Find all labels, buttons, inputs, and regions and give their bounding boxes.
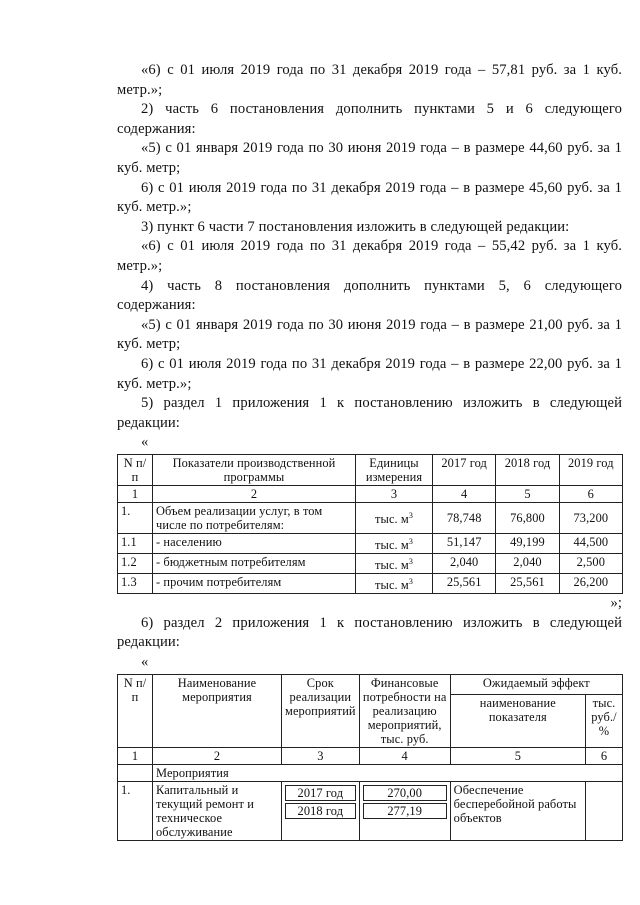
paragraph: 4) часть 8 постановления дополнить пунктами 5, 6 следующего содержания:: [117, 277, 622, 314]
col-header: 2019 год: [559, 454, 622, 485]
col-number: 1: [118, 485, 153, 502]
row-unit: тыс. $м^3$: [356, 554, 433, 574]
section-title: Мероприятия: [153, 764, 623, 781]
value-2018: 2,040: [496, 554, 559, 574]
document-body: [117, 61, 622, 841]
col-header: Срок реализации мероприятий: [282, 674, 360, 747]
row-name: Объем реализации услуг, в том числе по потребителям:: [153, 502, 356, 533]
row-number: 1.: [118, 502, 153, 533]
col-header: N п/п: [118, 454, 153, 485]
value-2019: 26,200: [559, 574, 622, 594]
table-row: [118, 554, 623, 574]
row-number: 1.2: [118, 554, 153, 574]
paragraph: 6) с 01 июля 2019 года по 31 декабря 2019 года – в размере 22,00 руб. за 1 куб. метр.»;: [117, 355, 622, 392]
col-header: Ожидаемый эффект: [450, 674, 622, 694]
fin-2018: 277,19: [363, 803, 447, 819]
fin-2017: 270,00: [363, 785, 447, 801]
col-header: Финансовые потребности на реализацию мероприятий, тыс. руб.: [359, 674, 450, 747]
col-header: 2017 год: [433, 454, 496, 485]
col-number: 3: [356, 485, 433, 502]
col-number: 1: [118, 747, 153, 764]
value-2017: 2,040: [433, 554, 496, 574]
measures-table: [117, 674, 623, 841]
term-2018: 2018 год: [285, 803, 356, 819]
row-unit: тыс. $м^3$: [356, 533, 433, 553]
value-2018: 76,800: [496, 502, 559, 533]
close-quote: »;: [610, 595, 622, 612]
col-header: Наименование мероприятия: [153, 674, 282, 747]
row-number: 1.: [118, 781, 153, 840]
value-2017: 25,561: [433, 574, 496, 594]
value-2019: 73,200: [559, 502, 622, 533]
col-number: 5: [450, 747, 585, 764]
paragraph: «6) с 01 июля 2019 года по 31 декабря 2019 года – 57,81 руб. за 1 куб. метр.»;: [117, 62, 622, 98]
value-2019: 2,500: [559, 554, 622, 574]
col-header: N п/п: [118, 674, 153, 747]
paragraph: 3) пункт 6 части 7 постановления изложить в следующей редакции:: [141, 218, 570, 235]
paragraph: 6) раздел 2 приложения 1 к постановлению изложить в следующей редакции:: [117, 614, 622, 651]
paragraph: 6) с 01 июля 2019 года по 31 декабря 2019 года – в размере 45,60 руб. за 1 куб. метр.»;: [117, 179, 622, 216]
open-quote: «: [141, 434, 149, 451]
row-unit: тыс. $м^3$: [356, 574, 433, 594]
value-2017: 78,748: [433, 502, 496, 533]
row-name: - бюджетным потребителям: [153, 554, 356, 574]
column-number-row: [118, 747, 623, 764]
paragraph: «5) с 01 января 2019 года по 30 июня 2019 года – в размере 21,00 руб. за 1 куб. метр;: [117, 316, 622, 353]
table-row: [118, 502, 623, 533]
value-2018: 25,561: [496, 574, 559, 594]
value-2018: 49,199: [496, 533, 559, 553]
paragraph: 2) часть 6 постановления дополнить пунктами 5 и 6 следующего содержания:: [117, 101, 622, 137]
paragraph: «6) с 01 июля 2019 года по 31 декабря 2019 года – 55,42 руб. за 1 куб. метр.»;: [117, 238, 622, 274]
table-header-row: [118, 674, 623, 694]
row-name: - прочим потребителям: [153, 574, 356, 594]
row-number: 1.3: [118, 574, 153, 594]
term-cell: [282, 781, 360, 840]
table-header-row: [118, 454, 623, 485]
col-number: 5: [496, 485, 559, 502]
effect-indicator: Обеспечение бесперебойной работы объектов: [450, 781, 585, 840]
col-number: 6: [586, 747, 623, 764]
table-row: [118, 574, 623, 594]
col-number: 6: [559, 485, 622, 502]
term-2017: 2017 год: [285, 785, 356, 801]
col-number: 4: [359, 747, 450, 764]
row-name: - населению: [153, 533, 356, 553]
table-row: [118, 533, 623, 553]
paragraph: 5) раздел 1 приложения 1 к постановлению изложить в следующей редакции:: [117, 395, 622, 431]
col-number: 2: [153, 747, 282, 764]
production-program-table: [117, 454, 623, 594]
column-number-row: [118, 485, 623, 502]
col-header: Единицы измерения: [356, 454, 433, 485]
col-header: Показатели производственной программы: [153, 454, 356, 485]
col-header: тыс. руб./ %: [586, 694, 623, 747]
value-2017: 51,147: [433, 533, 496, 553]
table-row: [118, 781, 623, 840]
row-number: 1.1: [118, 533, 153, 553]
fin-cell: [359, 781, 450, 840]
paragraph: «5) с 01 января 2019 года по 30 июня 2019 года – в размере 44,60 руб. за 1 куб. метр;: [117, 140, 622, 176]
col-number: 3: [282, 747, 360, 764]
col-header: 2018 год: [496, 454, 559, 485]
col-header: наименование показателя: [450, 694, 585, 747]
col-number: 4: [433, 485, 496, 502]
row-name: Капитальный и текущий ремонт и техническое обслуживание: [153, 781, 282, 840]
value-2019: 44,500: [559, 533, 622, 553]
section-row: [118, 764, 623, 781]
col-number: 2: [153, 485, 356, 502]
row-unit: тыс. $м^3$: [356, 502, 433, 533]
open-quote: «: [141, 654, 149, 671]
effect-unit: [586, 781, 623, 840]
